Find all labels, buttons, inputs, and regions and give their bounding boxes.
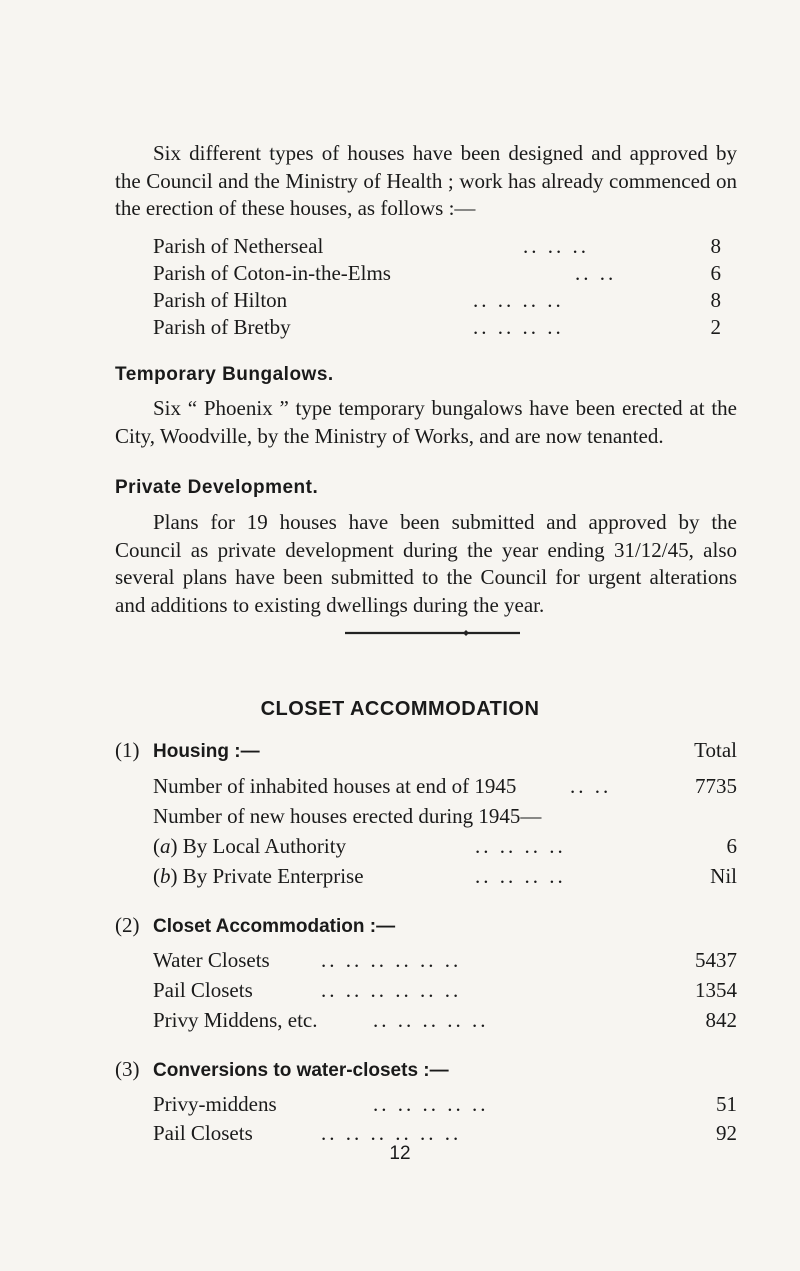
item-letter: a	[160, 834, 171, 858]
private-paragraph	[115, 509, 737, 619]
section-number: (3)	[115, 1057, 140, 1081]
private-heading: Private Development.	[115, 477, 319, 498]
parish-row	[153, 259, 721, 287]
leader-dots: .. ..	[570, 774, 612, 798]
leader-dots: .. .. .. .. ..	[373, 1092, 489, 1116]
parish-row	[153, 232, 721, 260]
intro-text: Six different types of houses have been designed and approved by the Council and the Ministry of Health ; work has already commenced on the erection of these houses, as follows :—	[115, 141, 737, 220]
row-value: 1354	[695, 978, 737, 1002]
row-label: Privy-middens	[153, 1092, 277, 1116]
parish-row	[153, 313, 721, 341]
leader-dots: .. .. .. .. .. ..	[321, 1121, 462, 1145]
leader-dots: .. ..	[575, 261, 617, 285]
section-number: (2)	[115, 913, 140, 937]
row-value: Nil	[710, 864, 737, 888]
total-header: Total	[694, 738, 737, 762]
leader-dots: .. .. .. ..	[475, 834, 566, 858]
leader-dots: .. .. .. ..	[475, 864, 566, 888]
section-title: Conversions to water-closets :—	[153, 1060, 449, 1081]
section-divider	[345, 630, 520, 636]
table-row	[153, 772, 737, 800]
page-number: 12	[389, 1143, 411, 1164]
parish-label: Parish of Netherseal	[153, 234, 324, 258]
row-label: Pail Closets	[153, 1121, 253, 1145]
table-row	[153, 862, 737, 890]
table-row	[153, 832, 737, 860]
leader-dots: .. .. .. .. .. ..	[321, 948, 462, 972]
item-paren: (	[153, 864, 160, 888]
table-row	[153, 1006, 737, 1034]
item-text: By Private Enterprise	[182, 864, 364, 888]
row-value: 842	[705, 1008, 737, 1032]
private-text: Plans for 19 houses have been submitted and approved by the Council as private development during the year ending 31/12/45, also several plans have been submitted to the Council for urgent alterations and additions to existing dwellings during the year.	[115, 510, 737, 617]
row-value: 92	[716, 1121, 737, 1145]
row-label: Number of inhabited houses at end of 1945	[153, 774, 517, 798]
temporary-text: Six “ Phoenix ” type temporary bungalows have been erected at the City, Woodville, by the Ministry of Works, and are now tenanted.	[115, 396, 737, 448]
leader-dots: .. .. .. .. .. ..	[321, 978, 462, 1002]
item-paren: (	[153, 834, 160, 858]
parish-label: Parish of Hilton	[153, 288, 288, 312]
table-row	[153, 946, 737, 974]
leader-dots: .. .. .. ..	[473, 315, 564, 339]
temporary-paragraph	[115, 395, 737, 450]
section-heading-conversions	[115, 1057, 449, 1082]
row-label: Water Closets	[153, 948, 270, 972]
temporary-heading: Temporary Bungalows.	[115, 364, 334, 385]
section-heading-accommodation	[115, 913, 395, 938]
row-label: Pail Closets	[153, 978, 253, 1002]
row-label: Privy Middens, etc.	[153, 1008, 318, 1032]
leader-dots: .. .. ..	[523, 234, 589, 258]
parish-row	[153, 286, 721, 314]
table-row	[153, 976, 737, 1004]
section-number: (1)	[115, 738, 140, 762]
parish-label: Parish of Coton-in-the-Elms	[153, 261, 391, 285]
leader-dots: .. .. .. .. ..	[373, 1008, 489, 1032]
item-text: By Local Authority	[182, 834, 347, 858]
parish-count: 8	[710, 234, 721, 258]
table-row	[153, 802, 737, 830]
parish-count: 2	[710, 315, 721, 339]
table-row	[153, 1090, 737, 1118]
row-value: 5437	[695, 948, 737, 972]
item-paren: )	[170, 864, 178, 888]
row-label	[153, 862, 364, 890]
parish-count: 8	[710, 288, 721, 312]
row-label	[153, 832, 346, 860]
row-label: Number of new houses erected during 1945—	[153, 804, 542, 828]
row-value: 6	[726, 834, 737, 858]
leader-dots: .. .. .. ..	[473, 288, 564, 312]
row-value: 7735	[695, 774, 737, 798]
intro-paragraph	[115, 140, 737, 223]
parish-label: Parish of Bretby	[153, 315, 291, 339]
section-title: Housing :—	[153, 741, 260, 762]
parish-count: 6	[710, 261, 721, 285]
closet-title: CLOSET ACCOMMODATION	[260, 698, 540, 720]
section-title: Closet Accommodation :—	[153, 916, 396, 937]
section-heading-housing	[115, 738, 260, 763]
item-paren: )	[170, 834, 178, 858]
row-value: 51	[716, 1092, 737, 1116]
item-letter: b	[160, 864, 171, 888]
